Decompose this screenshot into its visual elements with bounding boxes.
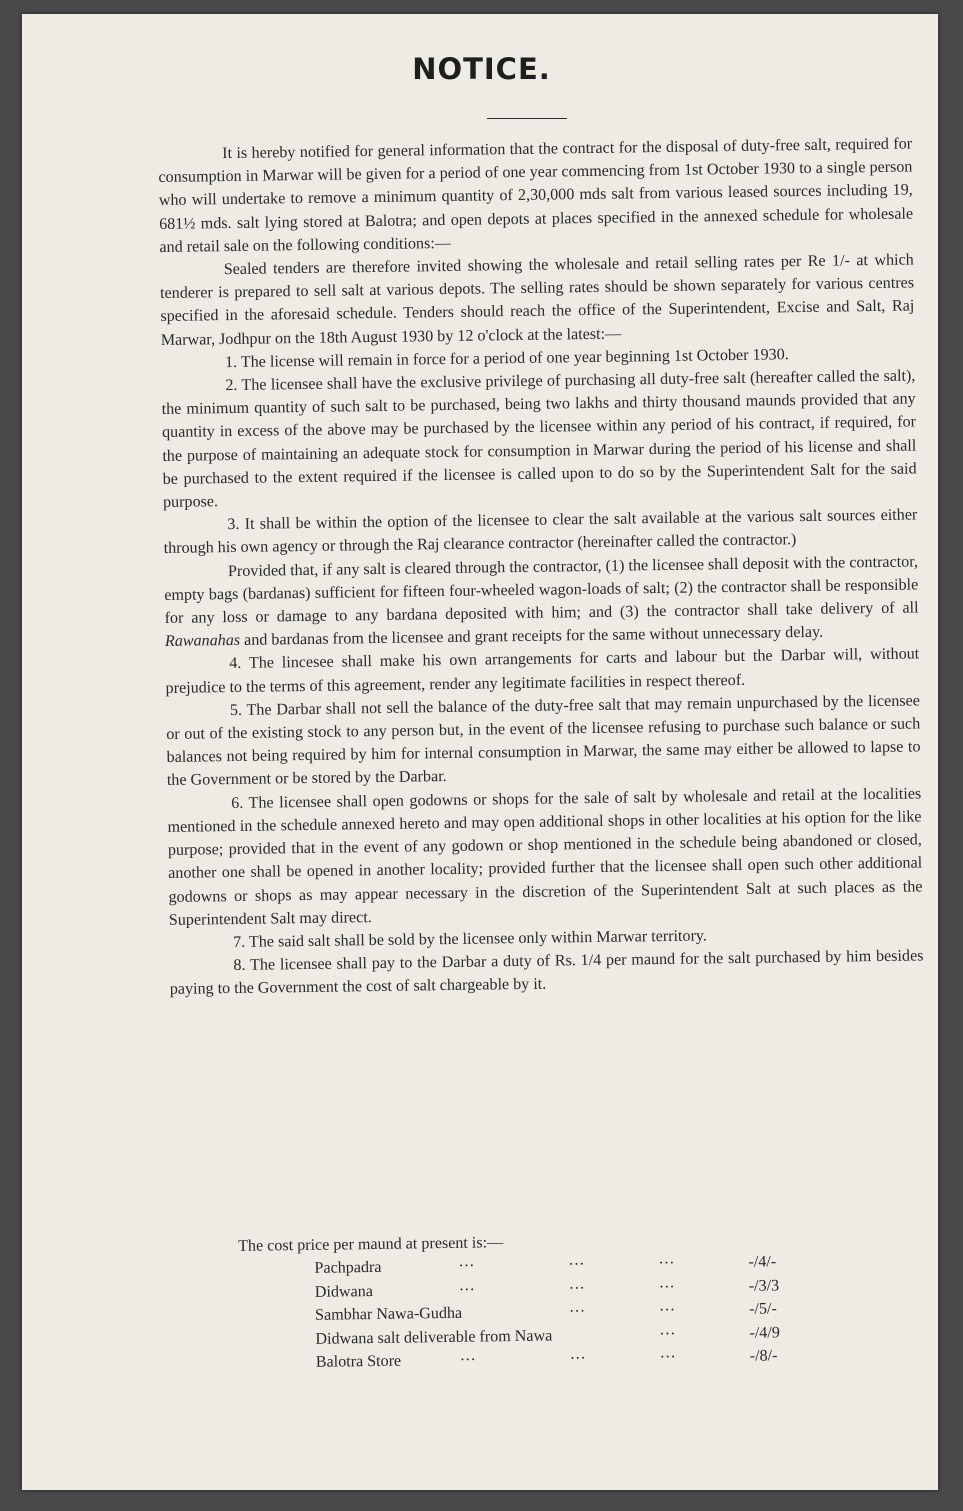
leader-dots: ··· xyxy=(658,1255,675,1273)
condition-5: 5. The Darbar shall not sell the balance of the duty-free salt that may remain unpurchased by the licensee or out of the existing stock to any person but, in the event of the licensee refusing to purchase such balance or such balances not being required by him for internal consumption in Marwar, the same may either be allowed to lapse to the Government or be stored by the Darbar. xyxy=(166,692,921,790)
leader-dots: ··· xyxy=(568,1279,585,1298)
condition-3: 3. It shall be within the option of the licensee to clear the salt available at the various salt sources either through his own agency or through the Raj clearance contractor (hereinafter called the contractor.) xyxy=(163,506,918,558)
condition-8: 8. The licensee shall pay to the Darbar a duty of Rs. 1/4 per maund for the salt purchased by him besides paying to the Government the cost of salt chargeable by it. xyxy=(169,947,924,999)
proviso-paragraph xyxy=(164,550,919,653)
intro-paragraph: It is hereby notified for general information that the contract for the disposal of duty-free salt, required for consumption in Marwar will be given for a period of one year commencing from 1st October 1930 to a single person who will undertake to remove a minimum quantity of 2,30,000 mds salt from various leased sources including 19, 681½ mds. salt lying stored at Balotra; and open depots at places specified in the annexed schedule for wholesale and retail sale on the following conditions:— xyxy=(158,135,914,256)
condition-7: 7. The said salt shall be sold by the licensee only within Marwar territory. xyxy=(233,927,708,951)
tenders-paragraph: Sealed tenders are therefore invited showing the wholesale and retail selling rates per Re 1/- at which tenderer is prepared to sell salt at various depots. The selling rates should be shown separately for various centres specified in the aforesaid schedule. Tenders should reach the office of the Superintendent, Excise and Salt, Raj Marwar, Jodhpur on the 18th August 1930 by 12 o'clock at the latest:— xyxy=(159,251,915,349)
condition-6: 6. The licensee shall open godowns or shops for the sale of salt by wholesale and retail at the localities mentioned in the schedule annexed hereto and may open additional shops in other localities at his option for the like purpose; provided that in the event of any godown or shop mentioned in the schedule being abandoned or closed, another one shall be opened in another locality; provided further that the licensee shall open such other additional godowns or shops as may appear necessary in the discretion of the Superintendent Salt at such places as the Superintendent Salt may direct. xyxy=(167,785,923,929)
leader-dots: ··· xyxy=(458,1257,475,1276)
price-place: Sambhar Nawa-Gudha xyxy=(315,1304,463,1325)
price-value: -/4/- xyxy=(748,1253,777,1272)
price-value: -/5/- xyxy=(748,1300,777,1318)
leader-dots: ··· xyxy=(659,1325,676,1343)
price-value: -/3/3 xyxy=(748,1277,780,1295)
leader-dots: ··· xyxy=(568,1303,586,1321)
proviso-text-pre: Provided that, if any salt is cleared through the contractor, (1) the licensee shall deposit with the contractor, empty bags (bardanas) sufficient for fifteen four-wheeled wagon-loads of salt; (2) the contractor shall be responsible for any loss or damage to any bardana deposited with him; and (3) the contractor shall take delivery of all xyxy=(164,553,919,628)
title-underline xyxy=(487,118,567,119)
notice-body xyxy=(158,132,924,1001)
condition-1: 1. The license will remain in force for a period of one year beginning 1st October 1930. xyxy=(224,346,789,371)
leader-dots: ··· xyxy=(658,1301,676,1320)
price-place: Pachpadra xyxy=(314,1259,382,1278)
price-place: Didwana salt deliverable from Nawa xyxy=(315,1327,553,1348)
price-place: Balotra Store xyxy=(315,1352,402,1371)
leader-dots: ··· xyxy=(658,1278,675,1296)
cost-price-table xyxy=(158,1225,914,1376)
leader-dots: ··· xyxy=(459,1351,476,1369)
price-intro: The cost price per maund at present is:— xyxy=(238,1234,504,1255)
price-value: -/4/9 xyxy=(749,1323,780,1342)
leader-dots: ··· xyxy=(568,1256,585,1274)
price-place: Didwana xyxy=(314,1282,374,1301)
condition-2: 2. The licensee shall have the exclusive privilege of purchasing all duty-free salt (hereafter called the salt), the minimum quantity of such salt to be purchased, being two lakhs and thirty thousand maunds provided that any quantity in excess of the above may be purchased by the licensee within any period of his contract, if required, for the purpose of maintaining an adequate stock for consumption in Marwar during the period of his license and shall be purchased to the extent required if the licensee is called upon to do so by the Superintendent Salt for the said purpose. xyxy=(161,367,917,512)
leader-dots: ··· xyxy=(659,1348,676,1366)
condition-4: 4. The lincesee shall make his own arrangements for carts and labour but the Darbar will, without prejudice to the terms of this agreement, render any legitimate facilities in respect thereof. xyxy=(165,645,920,697)
proviso-rawanahas: Rawanahas xyxy=(164,632,241,651)
price-value: -/8/- xyxy=(749,1347,778,1365)
leader-dots: ··· xyxy=(458,1281,475,1299)
leader-dots: ··· xyxy=(569,1350,586,1368)
proviso-text-post: and bardanas from the licensee and grant receipts for the same without unnecessary delay. xyxy=(243,624,824,650)
notice-title: NOTICE. xyxy=(412,52,551,86)
